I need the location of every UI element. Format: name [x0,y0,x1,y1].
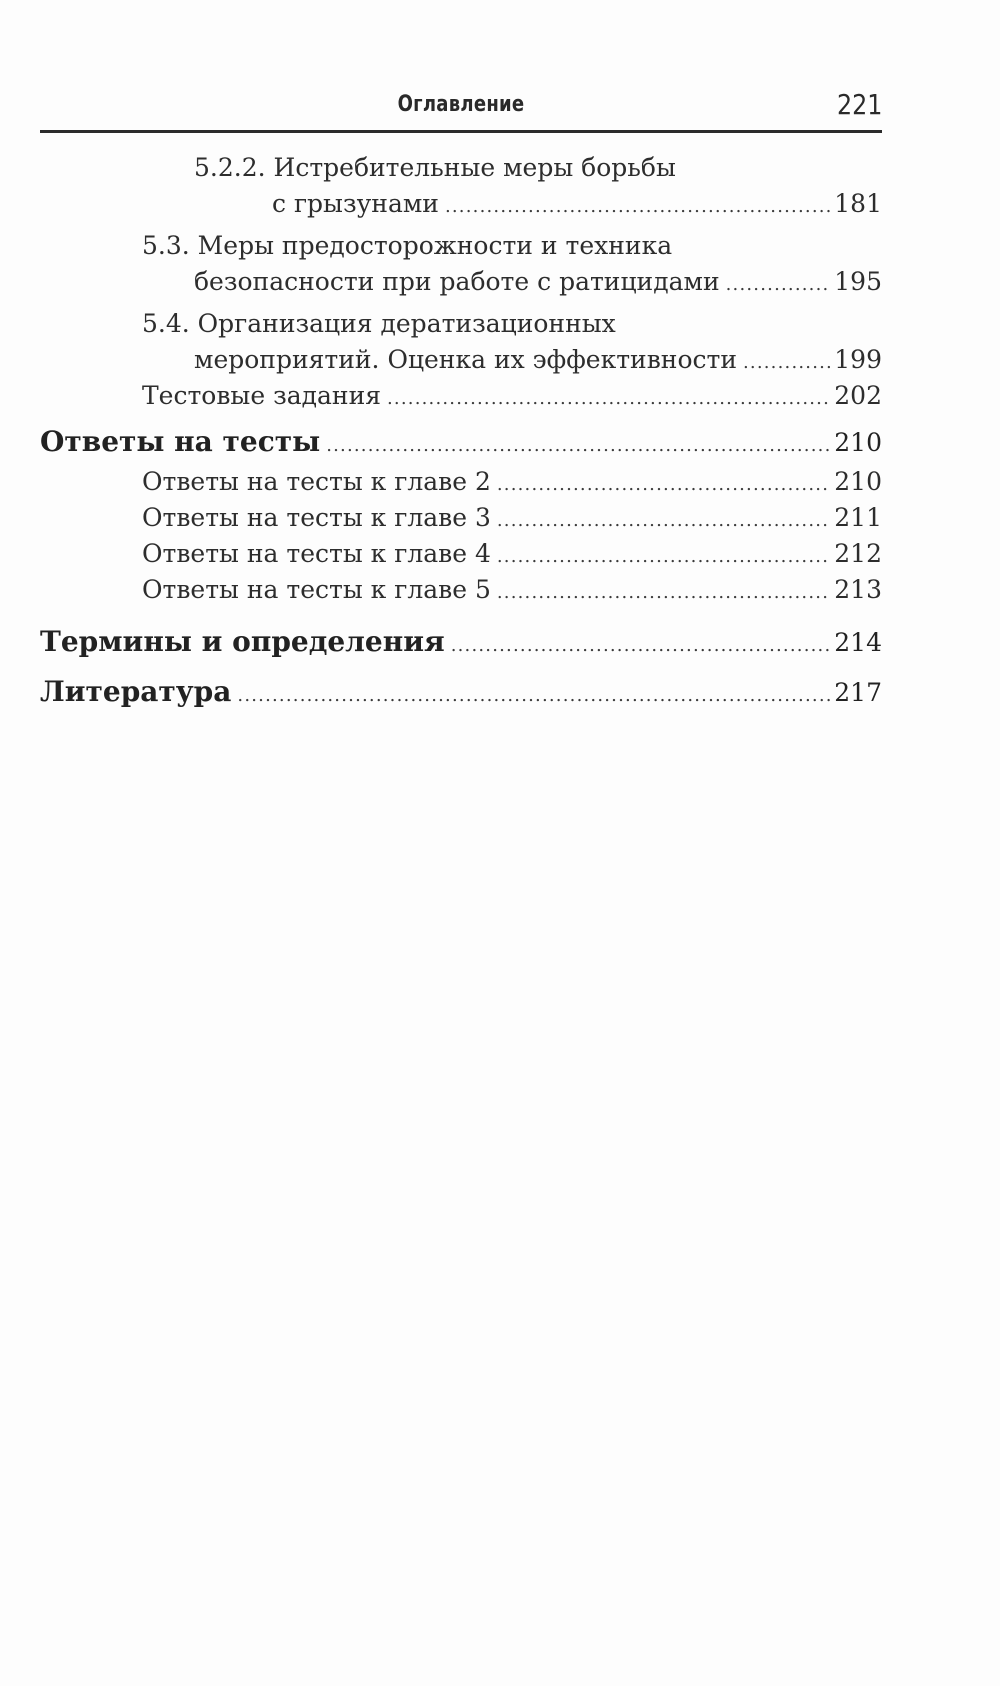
toc-section-literature[interactable] [40,670,882,714]
running-title: Оглавление [397,92,525,117]
toc-entry-title: Ответы на тесты к главе 3 [142,503,491,532]
toc-section-title: Литература [40,675,232,708]
toc-entry-title-continued: безопасности при работе с ратицидами [194,267,720,296]
toc-entry-title: Тестовые задания [142,381,382,410]
toc-entry-title: Ответы на тесты к главе 4 [142,539,491,568]
dot-leader [743,345,830,381]
toc-entry-5-3-line1 [40,228,882,264]
dot-leader [237,674,830,718]
toc-page-ref: 202 [834,381,882,410]
toc-section-title: Термины и определения [40,625,445,658]
toc-entry-number: 5.4. [142,309,190,338]
toc-page-ref: 210 [834,467,882,496]
toc-page-ref: 214 [834,628,882,657]
dot-leader [497,467,830,503]
toc-page-ref: 199 [834,345,882,374]
toc-page-ref: 212 [834,539,882,568]
toc-entry-answers-ch3[interactable] [40,500,882,536]
toc-page-ref: 210 [834,428,882,457]
toc-entry-5-2-2-line2[interactable] [40,186,882,222]
toc-entry-answers-ch4[interactable] [40,536,882,572]
toc-entry-title: Ответы на тесты к главе 5 [142,575,491,604]
toc-entry-answers-ch5[interactable] [40,572,882,608]
toc-page-ref: 217 [834,678,882,707]
running-header [40,86,882,133]
toc-page-ref: 211 [834,503,882,532]
toc-entry-title-continued: мероприятий. Оценка их эффективности [194,345,737,374]
dot-leader [497,539,830,575]
toc-section-title: Ответы на тесты [40,425,321,458]
dot-leader [497,575,830,611]
toc-page-ref: 181 [834,189,882,218]
dot-leader [387,381,830,417]
toc-entry-title: Ответы на тесты к главе 2 [142,467,491,496]
dot-leader [451,624,831,668]
dot-leader [497,503,830,539]
toc-entry-title-continued: с грызунами [272,189,439,218]
toc-section-terms[interactable] [40,620,882,664]
toc-entry-title: Меры предосторожности и техника [197,231,673,260]
toc-entry-5-2-2-line1 [40,150,882,186]
toc-entry-test-tasks[interactable] [40,378,882,414]
toc-entry-title: Организация дератизационных [197,309,616,338]
table-of-contents [40,150,882,714]
toc-entry-number: 5.3. [142,231,190,260]
toc-entry-title: Истребительные меры борьбы [273,153,676,182]
toc-entry-5-4-line2[interactable] [40,342,882,378]
toc-page-ref: 195 [834,267,882,296]
toc-section-answers[interactable] [40,420,882,464]
dot-leader [726,267,831,303]
toc-entry-5-3-line2[interactable] [40,264,882,300]
dot-leader [326,424,830,468]
dot-leader [445,189,830,225]
page-number: 221 [836,88,882,121]
toc-entry-answers-ch2[interactable] [40,464,882,500]
toc-entry-5-4-line1 [40,306,882,342]
toc-entry-number: 5.2.2. [194,153,266,182]
toc-page-ref: 213 [834,575,882,604]
